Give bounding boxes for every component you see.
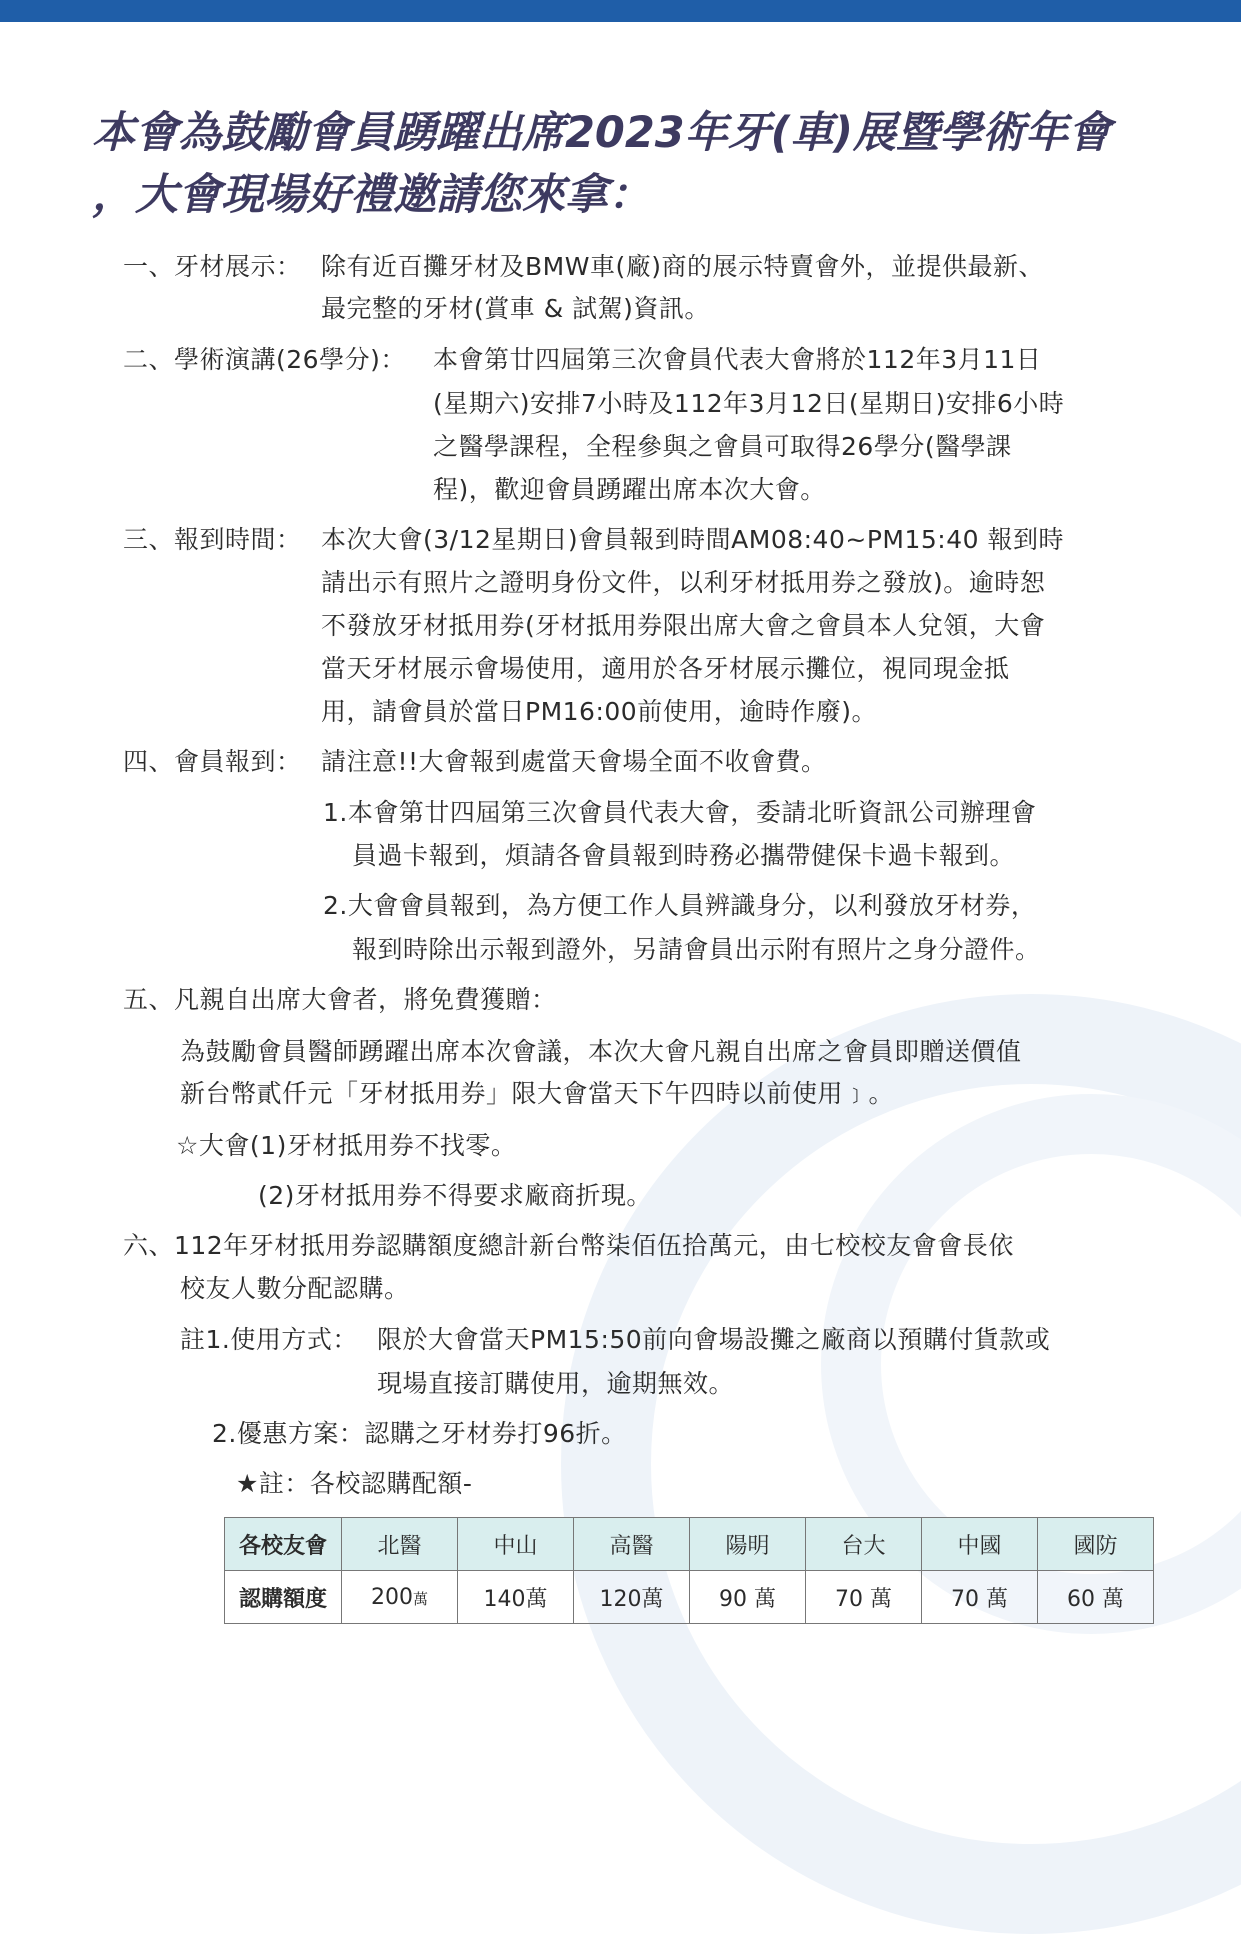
quota-table: [224, 1517, 1154, 1624]
amount-unit: 萬: [412, 1589, 428, 1608]
sec4-item2-b: 報到時除出示報到證外，另請會員出示附有照片之身分證件。: [352, 935, 1041, 964]
amount-value: 90: [718, 1586, 754, 1612]
sec6-note1-b: 現場直接訂購使用，逾期無效。: [377, 1369, 735, 1398]
amount-cell: [1038, 1571, 1154, 1624]
sec4-label: 四、會員報到：: [123, 747, 302, 776]
sec3-text-4: 當天牙材展示會場使用，適用於各牙材展示攤位，視同現金抵: [321, 654, 1010, 683]
school-header: 高醫: [574, 1518, 690, 1571]
sec6-text-2: 校友人數分配認購。: [180, 1274, 410, 1303]
top-color-bar: [0, 0, 1241, 22]
title-line-2: ，大會現場好禮邀請您來拿：: [92, 170, 651, 220]
amount-cell: [574, 1571, 690, 1624]
amount-value: 70: [950, 1586, 986, 1612]
amount-cell: [690, 1571, 806, 1624]
table-row: [225, 1571, 1154, 1624]
sec2-text-4: 程)，歡迎會員踴躍出席本次大會。: [433, 475, 826, 504]
sec1-text-2: 最完整的牙材(賞車 & 試駕)資訊。: [321, 294, 710, 323]
amount-cell: [458, 1571, 574, 1624]
amount-value: 140: [483, 1586, 526, 1612]
sec6-note1-a: 限於大會當天PM15:50前向會場設攤之廠商以預購付貨款或: [377, 1325, 1051, 1354]
amount-unit: 萬: [641, 1586, 664, 1612]
sec6-text-1: 六、112年牙材抵用券認購額度總計新台幣柒佰伍拾萬元，由七校校友會會長依: [123, 1231, 1014, 1260]
amount-unit: 萬: [1101, 1586, 1124, 1612]
sec3-label: 三、報到時間：: [123, 525, 302, 554]
amount-cell: [806, 1571, 922, 1624]
sec3-text-3: 不發放牙材抵用券(牙材抵用券限出席大會之會員本人兌領，大會: [321, 611, 1046, 640]
school-header: 北醫: [342, 1518, 458, 1571]
amount-unit: 萬: [753, 1586, 776, 1612]
table-row-label: 認購額度: [225, 1571, 342, 1624]
sec5-note-2: (2)牙材抵用券不得要求廠商折現。: [258, 1181, 652, 1210]
sec6-note-3: ★註：各校認購配額-: [236, 1469, 473, 1498]
amount-value: 120: [599, 1586, 642, 1612]
sec4-item1-a: 1.本會第廿四屆第三次會員代表大會，委請北昕資訊公司辦理會: [323, 798, 1037, 827]
sec4-item1-b: 員過卡報到，煩請各會員報到時務必攜帶健保卡過卡報到。: [352, 841, 1016, 870]
amount-cell: [342, 1571, 458, 1624]
table-header-row: [225, 1518, 1154, 1571]
sec3-text-1: 本次大會(3/12星期日)會員報到時間AM08:40~PM15:40 報到時: [321, 525, 1064, 554]
sec6-note-2: 2.優惠方案：認購之牙材券打96折。: [212, 1419, 627, 1448]
sec4-text: 請注意!!大會報到處當天會場全面不收會費。: [321, 747, 827, 776]
amount-unit: 萬: [869, 1586, 892, 1612]
sec5-text-2: 新台幣貳仟元「牙材抵用券」限大會當天下午四時以前使用﹞。: [180, 1079, 895, 1108]
school-header: 中國: [922, 1518, 1038, 1571]
school-header: 台大: [806, 1518, 922, 1571]
sec6-note1-label: 註1.使用方式：: [180, 1325, 358, 1354]
sec3-text-5: 用，請會員於當日PM16:00前使用，逾時作廢)。: [321, 697, 877, 726]
sec4-item2-a: 2.大會會員報到，為方便工作人員辨識身分，以利發放牙材券，: [323, 891, 1037, 920]
amount-unit: 萬: [985, 1586, 1008, 1612]
page-title: [92, 102, 1152, 226]
sec1-label: 一、牙材展示：: [123, 252, 302, 281]
title-line-1: 本會為鼓勵會員踴躍出席2023年牙(車)展暨學術年會: [92, 108, 1111, 158]
school-header: 陽明: [690, 1518, 806, 1571]
table-header-label: 各校友會: [225, 1518, 342, 1571]
amount-cell: [922, 1571, 1038, 1624]
school-header: 國防: [1038, 1518, 1154, 1571]
sec2-text-2: (星期六)安排7小時及112年3月12日(星期日)安排6小時: [433, 389, 1065, 418]
amount-value: 200: [370, 1584, 413, 1610]
sec2-text-1: 本會第廿四屆第三次會員代表大會將於112年3月11日: [433, 345, 1042, 374]
sec1-text-1: 除有近百攤牙材及BMW車(廠)商的展示特賣會外，並提供最新、: [321, 252, 1044, 281]
sec2-text-3: 之醫學課程，全程參與之會員可取得26學分(醫學課: [433, 432, 1012, 461]
amount-value: 60: [1066, 1586, 1102, 1612]
school-header: 中山: [458, 1518, 574, 1571]
sec2-label: 二、學術演講(26學分)：: [123, 345, 406, 374]
amount-value: 70: [834, 1586, 870, 1612]
sec5-label: 五、凡親自出席大會者，將免費獲贈：: [123, 985, 557, 1014]
amount-unit: 萬: [525, 1586, 548, 1612]
sec3-text-2: 請出示有照片之證明身份文件，以利牙材抵用券之發放)。逾時恕: [321, 568, 1046, 597]
sec5-text-1: 為鼓勵會員醫師踴躍出席本次會議，本次大會凡親自出席之會員即贈送價值: [180, 1037, 1022, 1066]
sec5-note-1: ☆大會(1)牙材抵用券不找零。: [176, 1131, 517, 1160]
